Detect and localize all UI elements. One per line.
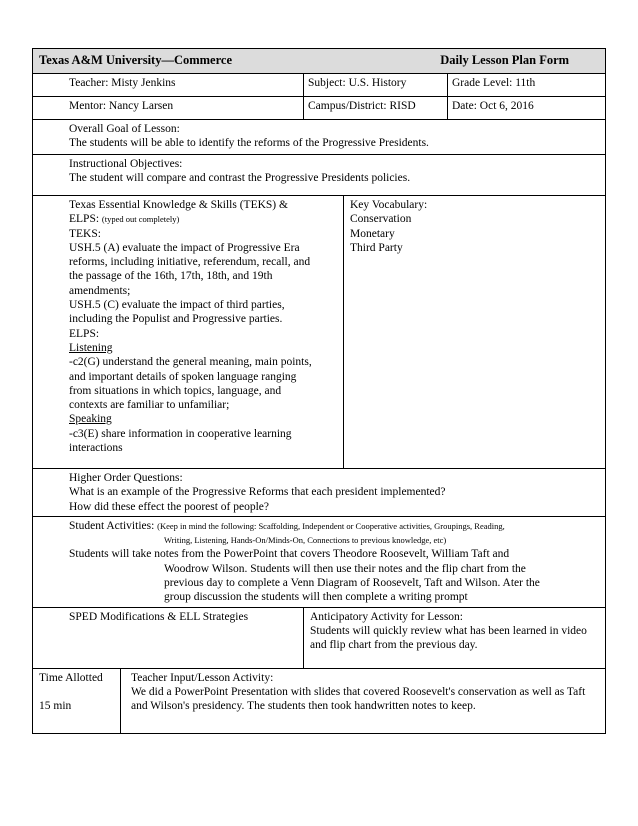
- objectives-text: The student will compare and contrast the Progressive Presidents policies.: [69, 172, 411, 185]
- campus-cell: Campus/District: RISD: [304, 97, 448, 120]
- hoq-question-2: How did these effect the poorest of people?: [69, 500, 270, 513]
- sped-label: SPED Modifications & ELL Strategies: [33, 607, 304, 668]
- activities-line-1: Students will take notes from the PowerPoint that covers Theodore Roosevelt, William Taft and: [69, 548, 510, 561]
- anticipatory-text: Students will quickly review what has been learned in video and flip chart from the previous day.: [310, 624, 587, 652]
- elps-line: ELPS:: [69, 213, 100, 226]
- activities-line-2: Woodrow Wilson. Students will then use their notes and the flip chart from the: [164, 562, 526, 575]
- vocab-word: Monetary: [350, 227, 395, 240]
- goal-row: [33, 120, 606, 155]
- teacher-input-label: Teacher Input/Lesson Activity:: [131, 671, 274, 684]
- teks-title: Texas Essential Knowledge & Skills (TEKS) &: [69, 199, 288, 211]
- objectives-row: [33, 155, 606, 196]
- anticipatory-label: Anticipatory Activity for Lesson:: [310, 610, 463, 623]
- vocab-word: Third Party: [350, 241, 403, 254]
- activities-row: [33, 516, 606, 607]
- lesson-plan-form: [32, 48, 605, 734]
- goal-label: Overall Goal of Lesson:: [69, 123, 180, 135]
- elps-c2: -c2(G) understand the general meaning, main points, and important details of spoken language ranging from situations in which topics, language, and contexts are familiar to unfamiliar;: [69, 356, 312, 412]
- university-title: Texas A&M University—Commerce: [39, 53, 233, 67]
- teacher-cell: Teacher: Misty Jenkins: [33, 74, 304, 97]
- form-title: Daily Lesson Plan Form: [440, 53, 570, 67]
- form-header: [33, 49, 606, 74]
- vocab-word: Conservation: [350, 213, 412, 226]
- grade-cell: Grade Level: 11th: [448, 74, 606, 97]
- teks-standard-1: USH.5 (A) evaluate the impact of Progressive Era reforms, including initiative, referendum, recall, and the passage of the 16th, 17th, 18th, and 19th amendments;: [69, 241, 311, 297]
- lesson-plan-table: [32, 48, 606, 734]
- hoq-question-1: What is an example of the Progressive Reforms that each president implemented?: [69, 486, 446, 499]
- activities-note-2: Writing, Listening, Hands-On/Minds-On, Connections to previous knowledge, etc): [164, 535, 447, 546]
- time-label: Time Allotted: [39, 671, 103, 684]
- lesson-activity-row: [33, 668, 606, 733]
- elps-label: ELPS:: [69, 327, 100, 340]
- sped-row: [33, 607, 606, 668]
- time-value: 15 min: [39, 699, 72, 712]
- subject-cell: Subject: U.S. History: [304, 74, 448, 97]
- vocab-label: Key Vocabulary:: [350, 199, 428, 211]
- speaking-heading: Speaking: [69, 413, 112, 426]
- listening-heading: Listening: [69, 341, 113, 354]
- teacher-input-text: We did a PowerPoint Presentation with slides that covered Roosevelt's conservation as well as Taft and Wilson's presidency. The students then took handwritten notes to keep.: [131, 685, 586, 713]
- activities-line-4: group discussion the students will then complete a writing prompt: [164, 591, 468, 604]
- mentor-row: [33, 97, 606, 120]
- teacher-row: [33, 74, 606, 97]
- date-cell: Date: Oct 6, 2016: [448, 97, 606, 120]
- teks-label: TEKS:: [69, 227, 101, 240]
- activities-line-3: previous day to complete a Venn Diagram of Roosevelt, Taft and Wilson. Ater the: [164, 577, 540, 590]
- mentor-cell: Mentor: Nancy Larsen: [33, 97, 304, 120]
- activities-note-1: (Keep in mind the following: Scaffolding, Independent or Cooperative activities, Groupings, Reading,: [157, 520, 505, 531]
- elps-c3: -c3(E) share information in cooperative learning interactions: [69, 427, 292, 455]
- teks-row: [33, 196, 606, 469]
- hoq-label: Higher Order Questions:: [69, 472, 183, 484]
- hoq-row: [33, 469, 606, 517]
- elps-note: (typed out completely): [101, 214, 180, 225]
- activities-label: Student Activities:: [69, 519, 155, 532]
- objectives-label: Instructional Objectives:: [69, 158, 183, 170]
- goal-text: The students will be able to identify the reforms of the Progressive Presidents.: [69, 137, 429, 150]
- teks-standard-2: USH.5 (C) evaluate the impact of third parties, including the Populist and Progressive parties.: [69, 299, 285, 326]
